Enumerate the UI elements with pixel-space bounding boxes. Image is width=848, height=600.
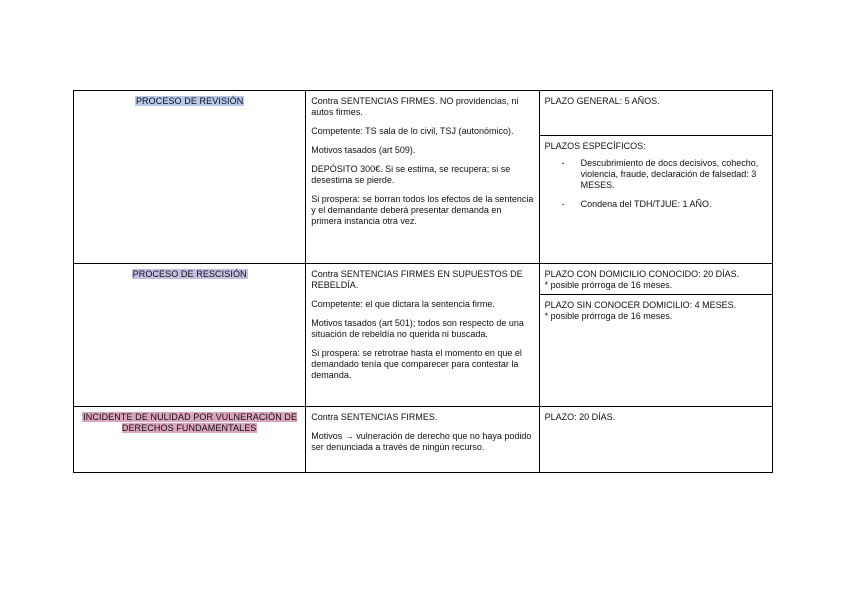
plazo-text: PLAZO CON DOMICILIO CONOCIDO: 20 DÍAS. [544, 269, 740, 279]
plazos-especificos-list [545, 158, 767, 210]
detail-text: Motivos tasados (art 501); todos son respecto de una situación de rebeldía no querida ni buscada. [311, 318, 524, 339]
detail-text: Si prospera: se retrotrae hasta el momento en que el demandado tenía que comparecer para contestar la demanda. [311, 348, 522, 380]
row-title-cell [74, 91, 306, 264]
row-plazos-cell [539, 91, 772, 264]
row-title-rescision: PROCESO DE RESCISIÓN [132, 269, 247, 279]
prorroga-note: * posible prórroga de 16 meses. [544, 280, 673, 290]
row-title-cell [74, 407, 306, 473]
row-details-cell [306, 91, 539, 264]
row-title-revision: PROCESO DE REVISIÓN [135, 96, 244, 106]
detail-text: DEPÓSITO 300€. Si se estima, se recupera; si se desestima se pierde. [311, 164, 511, 185]
row-plazos-cell [539, 264, 772, 407]
list-item [545, 158, 767, 191]
dash-bullet-icon: - [561, 199, 565, 209]
dash-bullet-icon: - [561, 158, 565, 168]
table-row-nulidad [74, 407, 773, 473]
plazo-text: PLAZO: 20 DÍAS. [544, 412, 616, 422]
plazo-general-text: PLAZO GENERAL: 5 AÑOS. [544, 96, 660, 106]
row-title-nulidad: INCIDENTE DE NULIDAD POR VULNERACIÓN DE DERECHOS FUNDAMENTALES [83, 412, 298, 433]
detail-text: Contra SENTENCIAS FIRMES. NO providencias, ni autos firmes. [311, 96, 519, 117]
detail-text: Competente: el que dictara la sentencia firme. [311, 299, 495, 309]
detail-text: Contra SENTENCIAS FIRMES. [311, 412, 438, 422]
plazos-especificos-label: PLAZOS ESPECÍFICOS: [544, 141, 646, 151]
detail-text: Contra SENTENCIAS FIRMES EN SUPUESTOS DE REBELDÍA. [311, 269, 523, 290]
list-item [545, 199, 767, 210]
row-title-cell [74, 264, 306, 407]
detail-text: Motivos → vulneración de derecho que no haya podido ser denunciada a través de ningún recurso. [311, 431, 532, 452]
row-plazos-cell [539, 407, 772, 473]
procesos-table [73, 90, 773, 473]
table-row-revision [74, 91, 773, 264]
plazo-general [540, 91, 772, 135]
list-item-text: Condena del TDH/TJUE: 1 AÑO. [580, 199, 712, 209]
prorroga-note: * posible prórroga de 16 meses. [544, 311, 673, 321]
plazos-especificos [540, 135, 772, 221]
row-details-cell [306, 264, 539, 407]
detail-text: Competente: TS sala de lo civil, TSJ (autonómico). [311, 126, 514, 136]
detail-text: Motivos tasados (art 509). [311, 145, 416, 155]
detail-text: Si prospera: se borran todos los efectos de la sentencia y el demandante deberá presentar demanda en primera instancia otra vez. [311, 194, 534, 226]
row-details-cell [306, 407, 539, 473]
list-item-text: Descubrimiento de docs decisivos, cohecho, violencia, fraude, declaración de falsedad: 3 MESES. [580, 158, 759, 190]
plazo-domicilio-desconocido [540, 294, 772, 325]
plazo-text: PLAZO SIN CONOCER DOMICILIO: 4 MESES. [544, 300, 737, 310]
plazo-domicilio-conocido [540, 264, 772, 294]
table-row-rescision [74, 264, 773, 407]
